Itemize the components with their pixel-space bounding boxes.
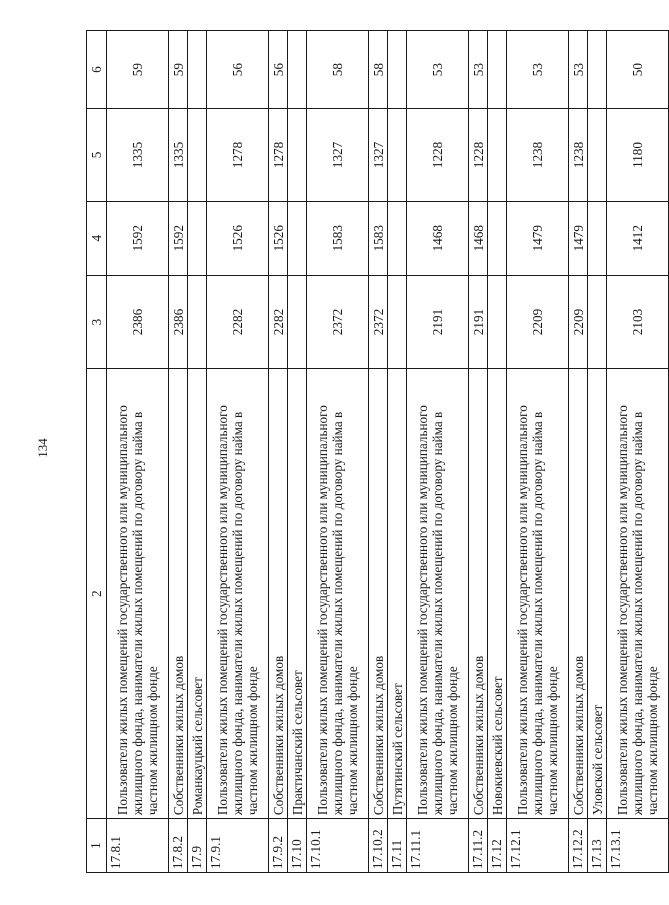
table-row (488, 31, 507, 873)
row-value-4-cell: 1479 (569, 201, 588, 275)
row-value-5-cell: 1228 (469, 109, 488, 201)
row-value-3-cell (488, 275, 507, 368)
row-code-cell: 17.10.1 (307, 819, 369, 873)
table-row (188, 31, 207, 873)
row-value-4-cell: 1412 (607, 201, 669, 275)
rotated-table-container (86, 30, 660, 873)
row-value-6-cell: 58 (307, 31, 369, 109)
row-code-cell: 17.8.2 (169, 819, 188, 873)
row-code-cell: 17.12.2 (569, 819, 588, 873)
table-row (588, 31, 607, 873)
row-code-cell: 17.12.1 (507, 819, 569, 873)
row-description-cell: Романкауцкий сельсовет (188, 369, 207, 819)
row-value-6-cell: 59 (169, 31, 188, 109)
row-value-6-cell: 53 (569, 31, 588, 109)
row-value-4-cell (488, 201, 507, 275)
row-value-5-cell: 1238 (569, 109, 588, 201)
row-value-4-cell (288, 201, 307, 275)
tariff-table (86, 30, 669, 873)
row-value-3-cell: 2103 (607, 275, 669, 368)
row-description-cell: Пользователи жилых помещений государственного или муниципального жилищного фонда, наниматели жилых помещений по договору найма в частном жилищном фонде (307, 369, 369, 819)
row-code-cell: 17.13.1 (607, 819, 669, 873)
row-value-6-cell: 56 (269, 31, 288, 109)
row-value-4-cell: 1583 (369, 201, 388, 275)
row-value-5-cell: 1278 (207, 109, 269, 201)
row-value-4-cell (588, 201, 607, 275)
table-header-row (87, 31, 107, 873)
table-row (369, 31, 388, 873)
row-code-cell: 17.9.1 (207, 819, 269, 873)
row-value-6-cell: 58 (369, 31, 388, 109)
row-value-3-cell: 2386 (169, 275, 188, 368)
table-row (388, 31, 407, 873)
row-description-cell: Пользователи жилых помещений государственного или муниципального жилищного фонда, наниматели жилых помещений по договору найма в частном жилищном фонде (207, 369, 269, 819)
row-value-6-cell (188, 31, 207, 109)
row-value-6-cell: 50 (607, 31, 669, 109)
row-value-5-cell: 1335 (169, 109, 188, 201)
row-description-cell: Собственники жилых домов (169, 369, 188, 819)
row-value-5-cell: 1180 (607, 109, 669, 201)
row-value-3-cell (388, 275, 407, 368)
table-row (307, 31, 369, 873)
row-value-6-cell (588, 31, 607, 109)
row-value-5-cell (288, 109, 307, 201)
table-row (569, 31, 588, 873)
row-value-6-cell: 59 (107, 31, 169, 109)
row-code-cell: 17.11 (388, 819, 407, 873)
row-description-cell: Практичанский сельсовет (288, 369, 307, 819)
row-code-cell: 17.11.2 (469, 819, 488, 873)
row-description-cell: Пользователи жилых помещений государственного или муниципального жилищного фонда, наниматели жилых помещений по договору найма в частном жилищном фонде (407, 369, 469, 819)
header-cell-3: 3 (87, 275, 107, 368)
row-value-5-cell: 1278 (269, 109, 288, 201)
row-code-cell: 17.13 (588, 819, 607, 873)
page-number: 134 (35, 438, 50, 458)
row-value-3-cell: 2282 (207, 275, 269, 368)
row-description-cell: Путятинский сельсовет (388, 369, 407, 819)
row-value-5-cell (488, 109, 507, 201)
table-body (87, 31, 669, 873)
row-value-4-cell: 1479 (507, 201, 569, 275)
row-value-6-cell (488, 31, 507, 109)
table-row (169, 31, 188, 873)
header-cell-6: 6 (87, 31, 107, 109)
row-value-6-cell: 53 (507, 31, 569, 109)
header-cell-4: 4 (87, 201, 107, 275)
table-row (407, 31, 469, 873)
row-code-cell: 17.9.2 (269, 819, 288, 873)
row-value-5-cell: 1228 (407, 109, 469, 201)
row-description-cell: Пользователи жилых помещений государственного или муниципального жилищного фонда, наниматели жилых помещений по договору найма в частном жилищном фонде (107, 369, 169, 819)
row-value-4-cell: 1526 (207, 201, 269, 275)
header-cell-5: 5 (87, 109, 107, 201)
row-value-4-cell (188, 201, 207, 275)
row-code-cell: 17.10 (288, 819, 307, 873)
row-value-3-cell: 2209 (507, 275, 569, 368)
row-value-5-cell: 1327 (307, 109, 369, 201)
row-value-3-cell (188, 275, 207, 368)
table-row (107, 31, 169, 873)
row-code-cell: 17.10.2 (369, 819, 388, 873)
row-code-cell: 17.9 (188, 819, 207, 873)
table-row (469, 31, 488, 873)
row-value-4-cell: 1468 (469, 201, 488, 275)
row-value-3-cell: 2372 (307, 275, 369, 368)
table-row (269, 31, 288, 873)
row-value-5-cell (388, 109, 407, 201)
table-row (607, 31, 669, 873)
table-row (507, 31, 569, 873)
row-value-3-cell (288, 275, 307, 368)
row-code-cell: 17.11.1 (407, 819, 469, 873)
row-value-3-cell: 2191 (469, 275, 488, 368)
row-value-4-cell: 1592 (107, 201, 169, 275)
row-value-6-cell: 56 (207, 31, 269, 109)
row-value-5-cell: 1327 (369, 109, 388, 201)
row-description-cell: Новокиевский сельсовет (488, 369, 507, 819)
row-value-5-cell: 1238 (507, 109, 569, 201)
row-value-5-cell: 1335 (107, 109, 169, 201)
row-value-3-cell: 2282 (269, 275, 288, 368)
row-value-3-cell (588, 275, 607, 368)
row-description-cell: Собственники жилых домов (569, 369, 588, 819)
row-value-6-cell (288, 31, 307, 109)
table-row (207, 31, 269, 873)
row-value-3-cell: 2372 (369, 275, 388, 368)
row-value-5-cell (188, 109, 207, 201)
row-code-cell: 17.8.1 (107, 819, 169, 873)
row-value-6-cell (388, 31, 407, 109)
row-value-5-cell (588, 109, 607, 201)
header-cell-2: 2 (87, 369, 107, 819)
row-value-4-cell: 1583 (307, 201, 369, 275)
row-description-cell: Пользователи жилых помещений государственного или муниципального жилищного фонда, наниматели жилых помещений по договору найма в частном жилищном фонде (507, 369, 569, 819)
table-row (288, 31, 307, 873)
row-value-4-cell: 1468 (407, 201, 469, 275)
row-description-cell: Пользователи жилых помещений государственного или муниципального жилищного фонда, наниматели жилых помещений по договору найма в частном жилищном фонде (607, 369, 669, 819)
header-cell-1: 1 (87, 819, 107, 873)
row-description-cell: Собственники жилых домов (469, 369, 488, 819)
row-description-cell: Уловской сельсовет (588, 369, 607, 819)
row-value-4-cell: 1526 (269, 201, 288, 275)
row-value-6-cell: 53 (469, 31, 488, 109)
row-value-3-cell: 2209 (569, 275, 588, 368)
row-value-4-cell (388, 201, 407, 275)
row-value-3-cell: 2191 (407, 275, 469, 368)
row-value-6-cell: 53 (407, 31, 469, 109)
row-value-4-cell: 1592 (169, 201, 188, 275)
row-description-cell: Собственники жилых домов (369, 369, 388, 819)
row-description-cell: Собственники жилых домов (269, 369, 288, 819)
row-value-3-cell: 2386 (107, 275, 169, 368)
row-code-cell: 17.12 (488, 819, 507, 873)
